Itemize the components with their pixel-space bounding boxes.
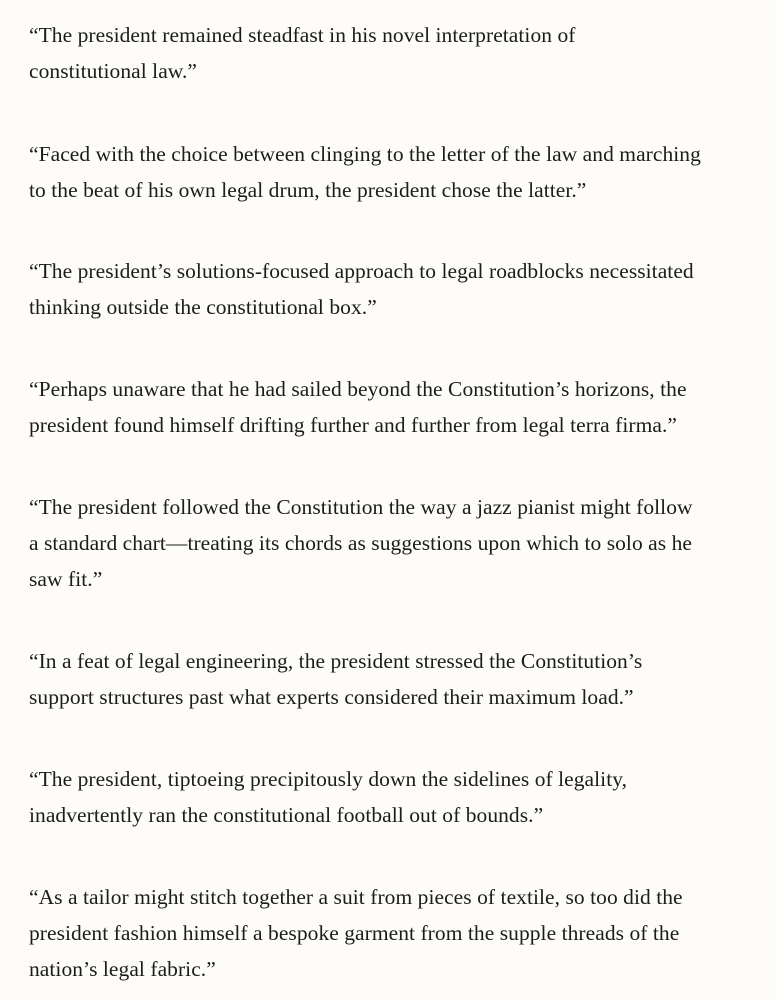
quote-paragraph	[29, 136, 701, 208]
quote-line: nation’s legal fabric.”	[29, 957, 216, 981]
quote-paragraph	[29, 643, 642, 715]
quote-line: to the beat of his own legal drum, the president chose the latter.”	[29, 178, 587, 202]
quote-line: “As a tailor might stitch together a suit from pieces of textile, so too did the	[29, 885, 683, 909]
quote-line: constitutional law.”	[29, 59, 197, 83]
quote-paragraph	[29, 17, 575, 89]
quote-line: “The president remained steadfast in his novel interpretation of	[29, 23, 576, 47]
quote-paragraph	[29, 371, 687, 443]
quote-line: president fashion himself a bespoke garment from the supple threads of the	[29, 921, 680, 945]
quote-line: support structures past what experts considered their maximum load.”	[29, 685, 634, 709]
quote-paragraph	[29, 489, 693, 597]
quote-line: a standard chart—treating its chords as suggestions upon which to solo as he	[29, 531, 693, 555]
quote-line: “Perhaps unaware that he had sailed beyond the Constitution’s horizons, the	[29, 377, 687, 401]
quote-line: saw fit.”	[29, 567, 103, 591]
quote-line: thinking outside the constitutional box.”	[29, 295, 377, 319]
quote-paragraph	[29, 761, 627, 833]
quote-line: “The president followed the Constitution the way a jazz pianist might follow	[29, 495, 693, 519]
quote-line: “In a feat of legal engineering, the president stressed the Constitution’s	[29, 649, 643, 673]
quote-line: “The president’s solutions-focused approach to legal roadblocks necessitated	[29, 259, 694, 283]
quote-paragraph	[29, 879, 683, 987]
quote-line: inadvertently ran the constitutional football out of bounds.”	[29, 803, 544, 827]
quote-line: president found himself drifting further and further from legal terra firma.”	[29, 413, 678, 437]
quote-line: “Faced with the choice between clinging to the letter of the law and marching	[29, 142, 701, 166]
quote-paragraph	[29, 253, 694, 325]
quote-line: “The president, tiptoeing precipitously down the sidelines of legality,	[29, 767, 628, 791]
